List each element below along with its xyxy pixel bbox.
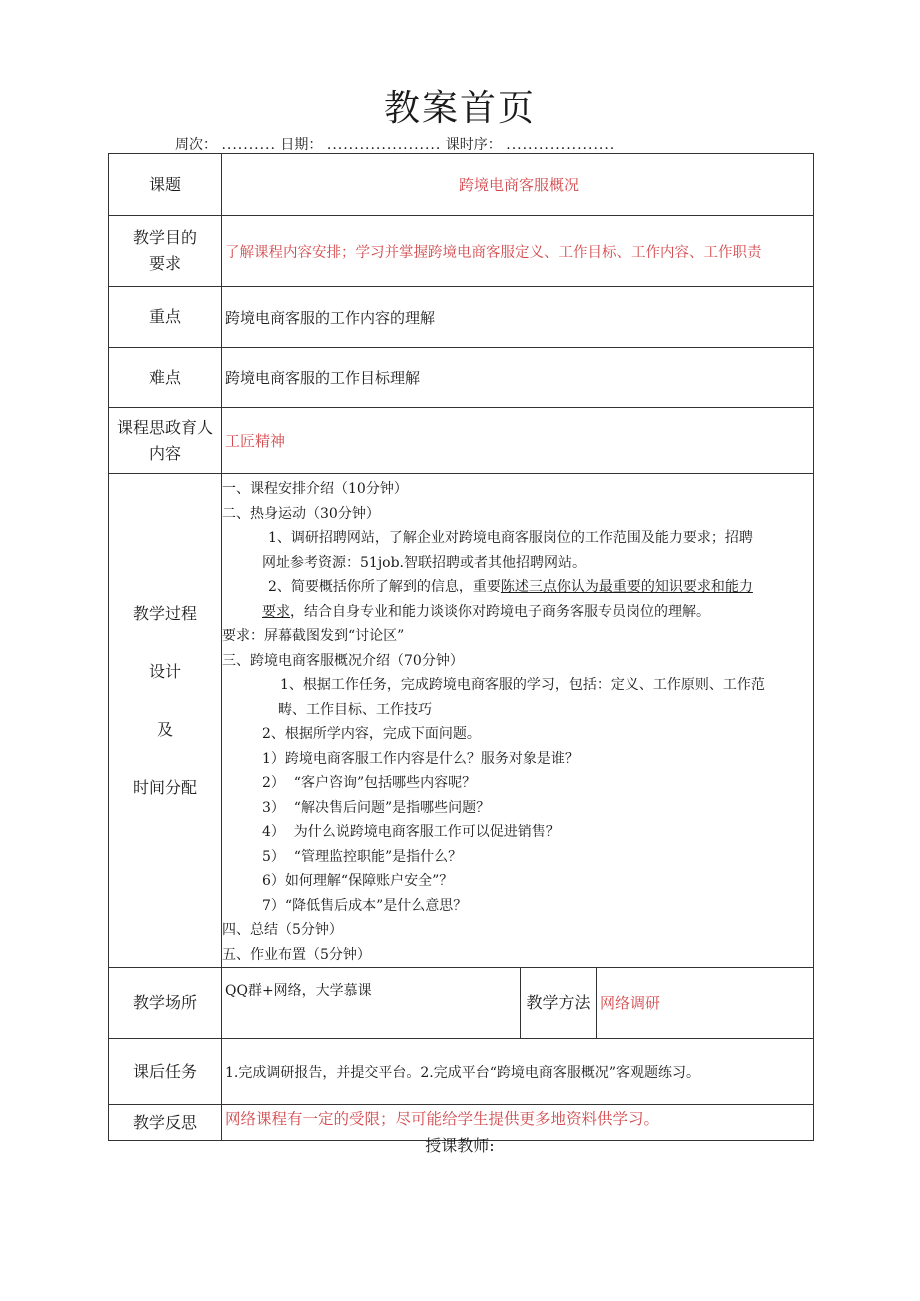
underlined-text: 要求 bbox=[262, 603, 290, 620]
process-line: 要求：屏幕截图发到“讨论区” bbox=[222, 628, 405, 644]
goal-label bbox=[109, 216, 222, 287]
page-title: 教案首页 bbox=[383, 88, 536, 129]
row-topic bbox=[109, 154, 814, 216]
ideology-label-line2: 内容 bbox=[148, 443, 181, 463]
method-value: 网络调研 bbox=[597, 968, 814, 1039]
process-line: 畴、工作目标、工作技巧 bbox=[278, 701, 432, 718]
row-key-point bbox=[109, 287, 814, 348]
process-line: 3） “解决售后问题”是指哪些问题？ bbox=[262, 799, 491, 816]
reflection-value: 网络课程有一定的受限；尽可能给学生提供更多地资料供学习。 bbox=[222, 1105, 814, 1141]
process-line: 1、根据工作任务，完成跨境电商客服的学习，包括：定义、工作原则、工作范 bbox=[280, 677, 765, 693]
lesson-plan-table bbox=[108, 153, 814, 1141]
homework-value: 1.完成调研报告，并提交平台。2.完成平台“跨境电商客服概况”客观题练习。 bbox=[222, 1039, 814, 1105]
row-ideology bbox=[109, 408, 814, 474]
process-line: 五、作业布置（5分钟） bbox=[222, 946, 371, 963]
goal-value: 了解课程内容安排；学习并掌握跨境电商客服定义、工作目标、工作内容、工作职责 bbox=[222, 216, 814, 287]
topic-value: 跨境电商客服概况 bbox=[222, 154, 814, 216]
period-blank: .................... bbox=[506, 137, 616, 153]
process-text: 2、简要概括你所了解到的信息，重要 bbox=[268, 579, 501, 595]
ideology-label-line1: 课程思政育人 bbox=[116, 417, 213, 437]
reflection-label: 教学反思 bbox=[109, 1105, 222, 1141]
underlined-text: 陈述三点你认为最重要的知识要求和能力 bbox=[500, 579, 753, 595]
ideology-value: 工匠精神 bbox=[222, 408, 814, 474]
process-line: 1、调研招聘网站，了解企业对跨境电商客服岗位的工作范围及能力要求；招聘 bbox=[268, 530, 753, 546]
process-line: 网址参考资源：51job.智联招聘或者其他招聘网站。 bbox=[262, 554, 586, 571]
week-label: 周次： bbox=[175, 137, 217, 153]
meta-line bbox=[175, 134, 615, 154]
key-point-label: 重点 bbox=[109, 287, 222, 348]
difficulty-label: 难点 bbox=[109, 348, 222, 408]
row-homework bbox=[109, 1039, 814, 1105]
week-blank: .......... bbox=[221, 137, 276, 153]
date-blank: ..................... bbox=[326, 137, 442, 153]
process-line: 4） 为什么说跨境电商客服工作可以促进销售？ bbox=[262, 824, 560, 840]
topic-label: 课题 bbox=[109, 154, 222, 216]
row-venue bbox=[109, 968, 814, 1039]
venue-value: QQ群+网络，大学慕课 bbox=[222, 968, 521, 1039]
process-line: 7）“降低售后成本”是什么意思？ bbox=[262, 897, 468, 914]
process-content bbox=[222, 474, 814, 968]
process-label-line2: 设计 bbox=[148, 662, 181, 681]
process-line: 1）跨境电商客服工作内容是什么？服务对象是谁？ bbox=[262, 750, 579, 767]
row-goal bbox=[109, 216, 814, 287]
process-line: 二、热身运动（30分钟） bbox=[222, 505, 380, 522]
goal-label-line2: 要求 bbox=[148, 254, 181, 273]
process-line: 三、跨境电商客服概况介绍（70分钟） bbox=[222, 652, 464, 669]
row-difficulty bbox=[109, 348, 814, 408]
process-line: 2） “客户咨询”包括哪些内容呢？ bbox=[262, 775, 477, 791]
process-line: 6）如何理解“保障账户安全”？ bbox=[262, 873, 454, 889]
process-line: 四、总结（5分钟） bbox=[222, 922, 343, 938]
process-text: ，结合自身专业和能力谈谈你对跨境电子商务客服专员岗位的理解。 bbox=[290, 603, 710, 620]
ideology-label bbox=[109, 408, 222, 474]
process-line: 2、根据所学内容，完成下面问题。 bbox=[262, 726, 481, 742]
process-line: 一、课程安排介绍（10分钟） bbox=[222, 481, 408, 497]
process-label-line1: 教学过程 bbox=[132, 604, 197, 623]
process-label-line4: 时间分配 bbox=[132, 778, 197, 797]
teacher-signature-label: 授课教师: bbox=[425, 1136, 495, 1155]
process-label-line3: 及 bbox=[156, 720, 173, 739]
process-line bbox=[222, 600, 813, 625]
homework-label: 课后任务 bbox=[109, 1039, 222, 1105]
difficulty-value: 跨境电商客服的工作目标理解 bbox=[222, 348, 814, 408]
process-line: 5） “管理监控职能”是指什么？ bbox=[262, 848, 463, 865]
venue-label: 教学场所 bbox=[109, 968, 222, 1039]
method-label: 教学方法 bbox=[521, 968, 597, 1039]
process-label bbox=[109, 474, 222, 968]
process-line bbox=[222, 575, 813, 600]
goal-label-line1: 教学目的 bbox=[132, 228, 197, 247]
key-point-value: 跨境电商客服的工作内容的理解 bbox=[222, 287, 814, 348]
date-label: 日期： bbox=[280, 137, 323, 153]
period-label: 课时序： bbox=[445, 137, 502, 153]
row-process bbox=[109, 474, 814, 968]
